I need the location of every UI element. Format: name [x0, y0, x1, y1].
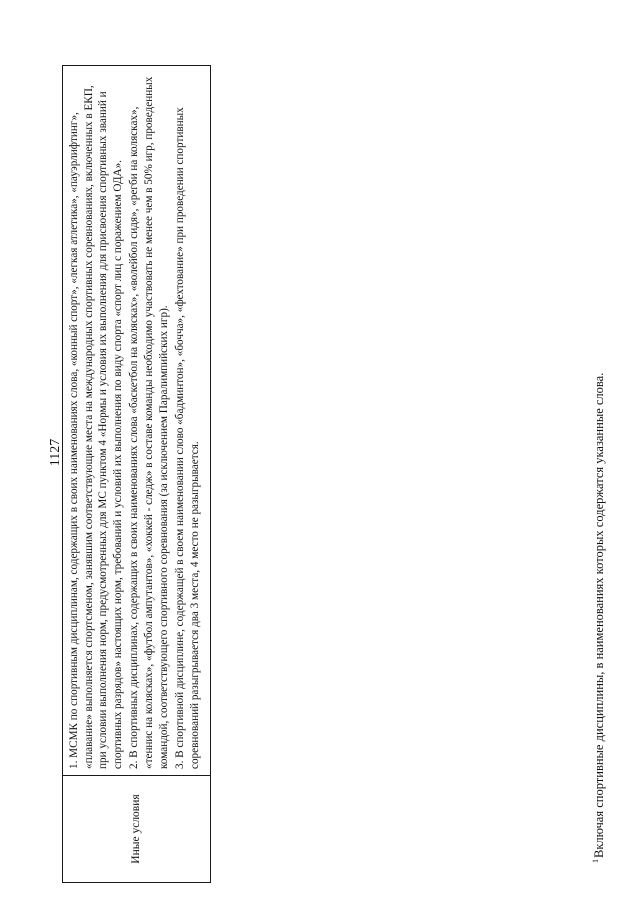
footnote [591, 43, 607, 863]
row-label: Иные условия [63, 776, 211, 883]
condition-item: 3. В спортивной дисциплине, содержащей в своем наименовании слово «бадминтон», «бочча», «фехтование» при проведении спортивных соревнований разыгрывается два 3 места, 4 место не разыгрывается. [174, 107, 201, 769]
condition-item: 1. МСМК по спортивным дисциплинам, содержащих в своих наименованиях слова, «конный спорт», «легкая атлетика», «пауэрлифтинг», «плавание» выполняется спортсменом, занявшим соответствующие места на международных спортивных соревнованиях, включенных в ЕКП, при условии выполнения норм, предусмотренных для МС пунктом 4 «Нормы и условия их выполнения для присвоения спортивных званий и спортивных разрядов» настоящих норм, требований и условий их выполнения по виду спорта «спорт лиц с поражением ОДА». [68, 85, 124, 769]
footnote-text: Включая спортивные дисциплины, в наименованиях которых содержатся указанные слова. [592, 372, 606, 858]
footnote-marker: 1 [591, 859, 600, 863]
conditions-table [62, 65, 211, 883]
condition-item: 2. В спортивных дисциплинах, содержащих в своих наименованиях слова «баскетбол на колясках», «волейбол сидя», «регби на колясках», «теннис на колясках», «футбол ампутантов», «хоккей - следж» в составе команды необходимо участвовать не менее чем в 50% игр, проведенных командой, соответствующего спортивного соревнования (за исключением Паралимпийских игр). [128, 76, 170, 769]
page-number: 1127 [48, 438, 63, 467]
conditions-cell [63, 66, 211, 776]
table-row [63, 66, 211, 883]
